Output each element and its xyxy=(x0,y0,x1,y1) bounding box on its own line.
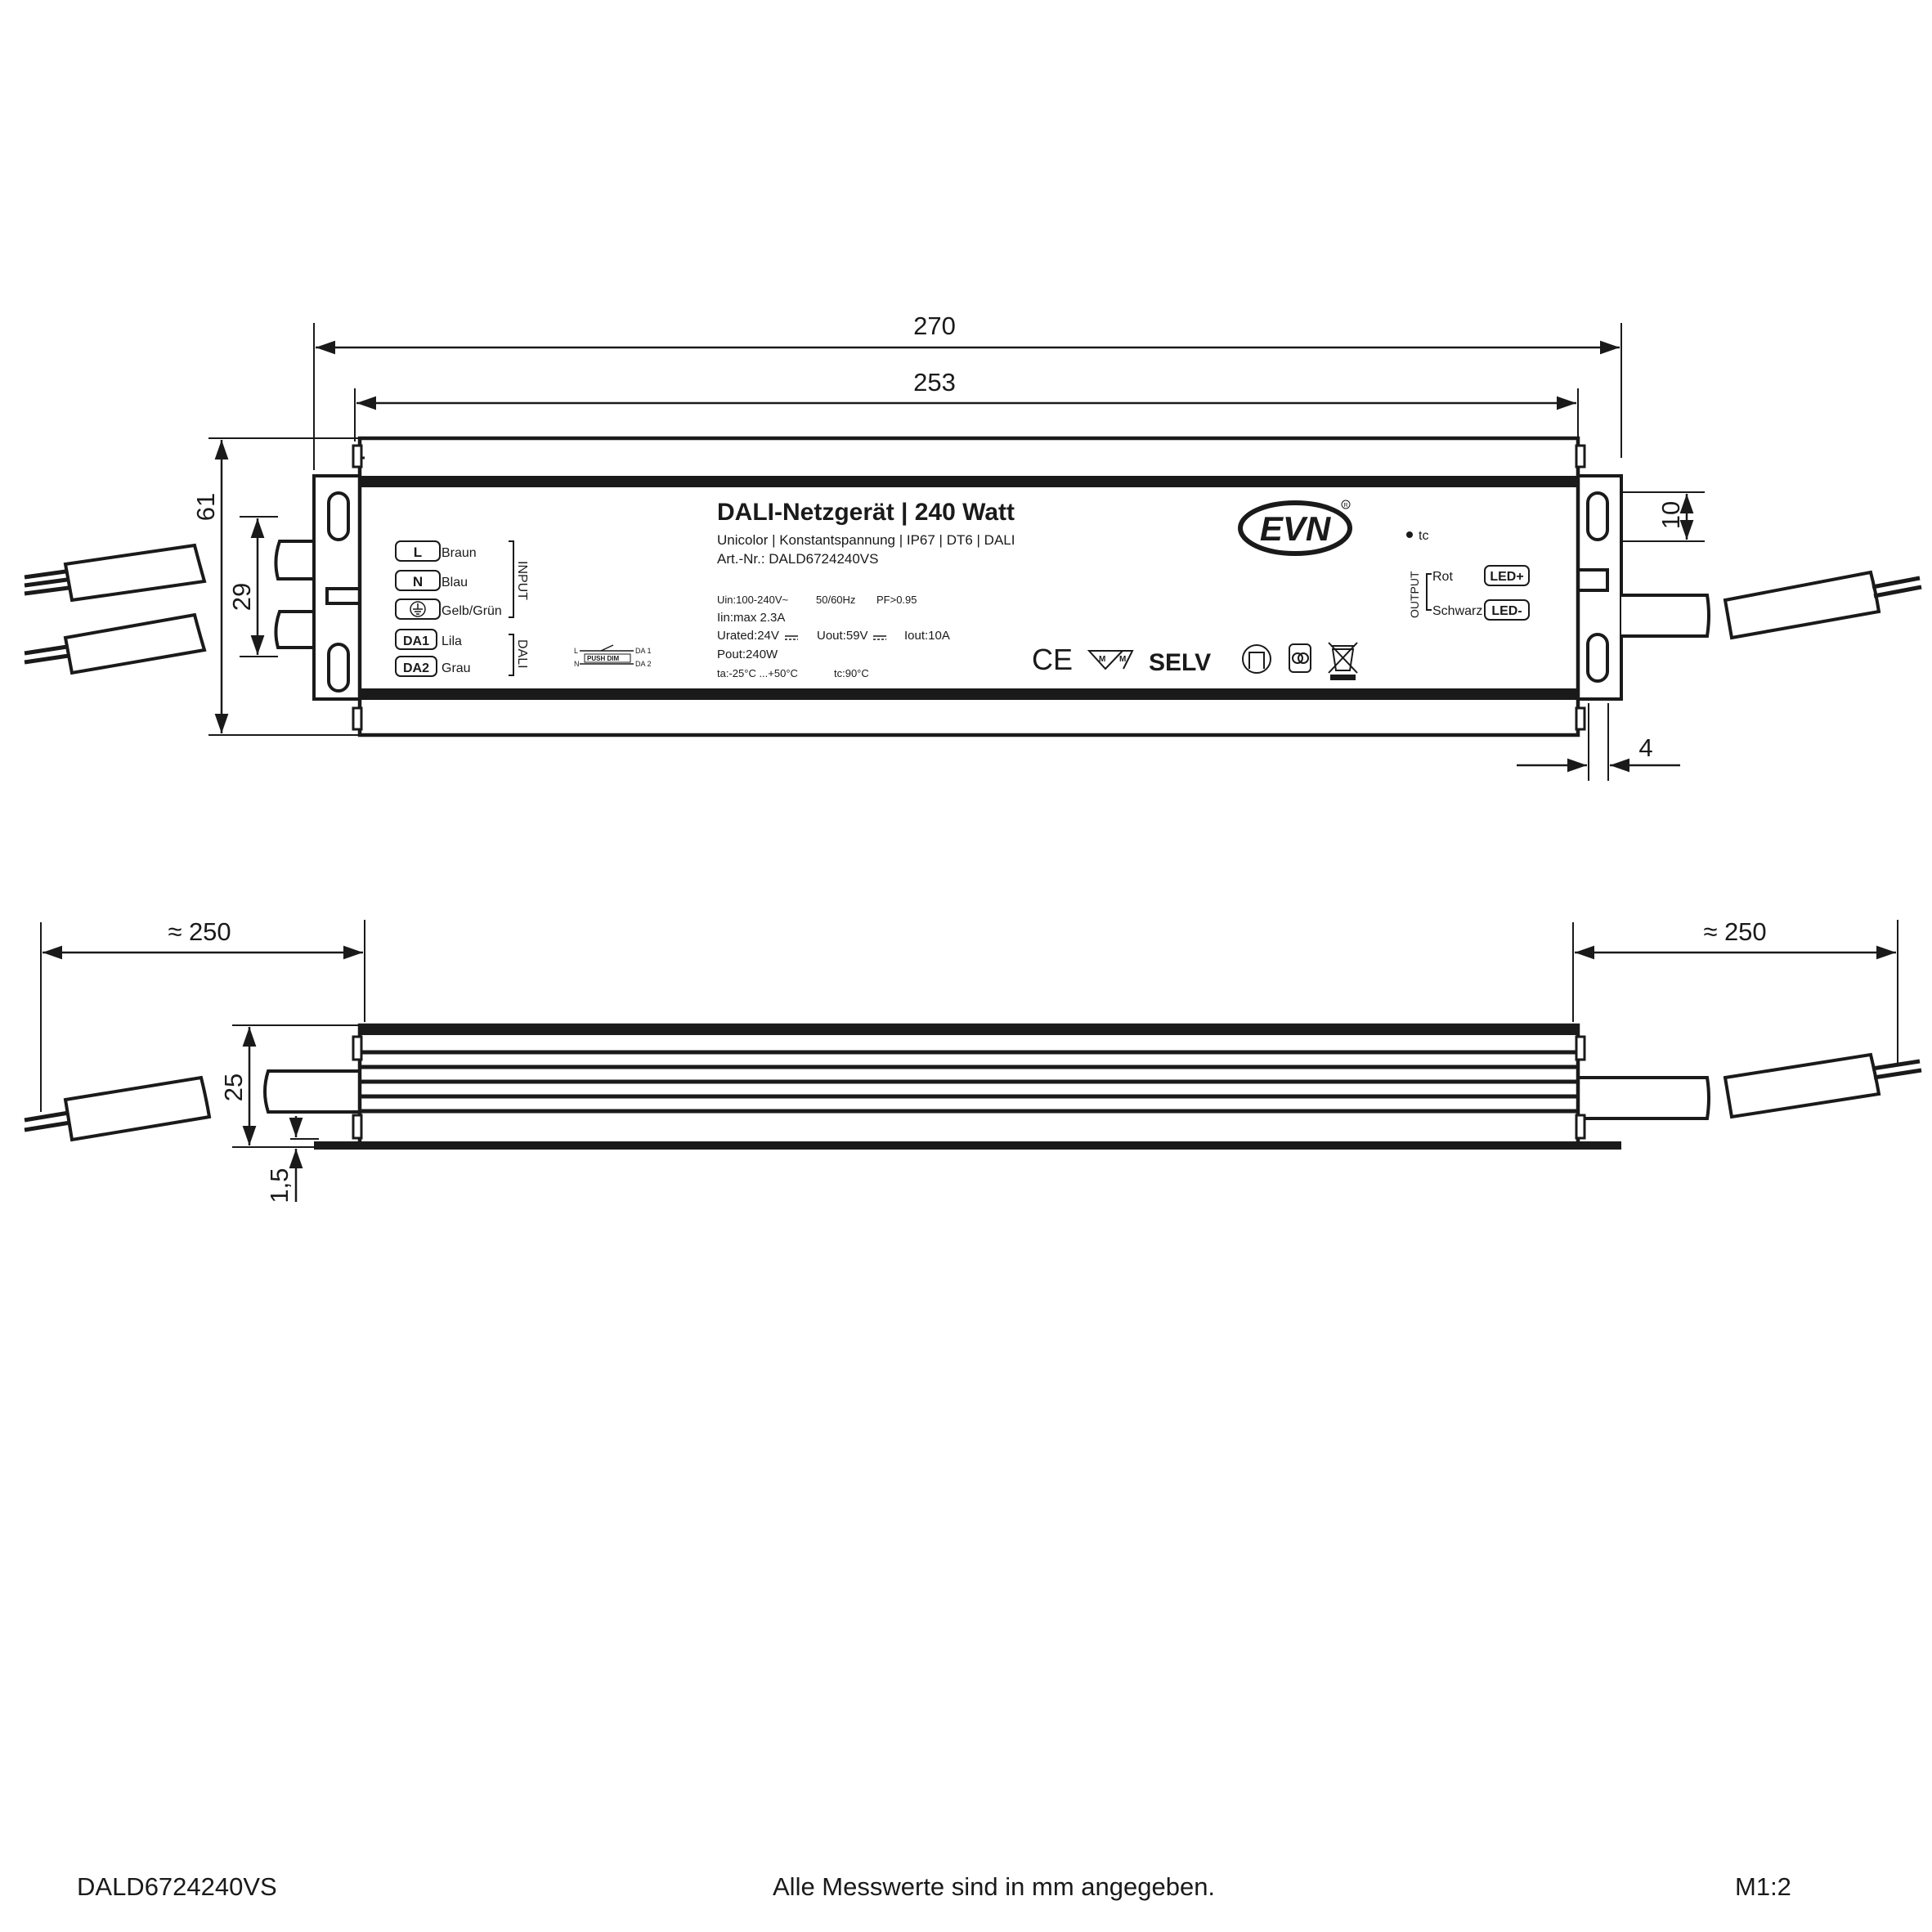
dim-label-29: 29 xyxy=(227,582,256,612)
output-cable-right xyxy=(1621,572,1921,638)
dim-label-253: 253 xyxy=(913,368,956,397)
dim-label-4: 4 xyxy=(1638,733,1653,762)
tc-point-icon xyxy=(1406,531,1413,538)
svg-text:M: M xyxy=(1099,655,1106,664)
side-cable-left xyxy=(25,1071,360,1140)
wire-color-rot: Rot xyxy=(1432,570,1453,584)
tc-marker: tc xyxy=(1419,529,1429,543)
svg-text:R: R xyxy=(1343,503,1348,509)
label-title: DALI-Netzgerät | 240 Watt xyxy=(717,499,1015,526)
right-mounting-flange xyxy=(1578,476,1621,699)
wire-code-da2: DA2 xyxy=(402,661,430,675)
side-cable-right xyxy=(1578,1055,1921,1118)
push-dim-text: PUSH DIM xyxy=(587,655,620,662)
wire-code-da1: DA1 xyxy=(402,634,430,648)
footer-article: DALD6724240VS xyxy=(77,1872,277,1901)
wire-code-led-minus: LED- xyxy=(1491,604,1522,618)
footer-scale: M1:2 xyxy=(1735,1872,1791,1901)
label-article: Art.-Nr.: DALD6724240VS xyxy=(717,551,879,567)
wire-code-l: L xyxy=(413,545,423,560)
dim-label-270: 270 xyxy=(913,312,956,340)
dimension-1-5 xyxy=(290,1116,319,1202)
push-dim-da1: DA 1 xyxy=(635,647,652,655)
svg-text:M: M xyxy=(1119,655,1127,664)
wire-color-braun: Braun xyxy=(442,546,477,560)
dim-label-61: 61 xyxy=(191,492,220,522)
wire-color-blau: Blau xyxy=(442,576,468,589)
footer-note: Alle Messwerte sind in mm angegeben. xyxy=(773,1872,1216,1901)
label-pout: Pout:240W xyxy=(717,648,778,661)
dimension-253 xyxy=(355,388,1578,442)
wire-code-led-plus: LED+ xyxy=(1490,570,1524,584)
dali-group-label: DALI xyxy=(515,639,529,669)
label-iout: Iout:10A xyxy=(904,629,950,643)
label-freq: 50/60Hz xyxy=(816,594,856,606)
wire-color-schwarz: Schwarz xyxy=(1432,604,1483,618)
wire-code-n: N xyxy=(412,574,424,589)
wire-color-gelb-gruen: Gelb/Grün xyxy=(442,604,502,618)
housing-top xyxy=(353,438,1585,735)
dim-label-25: 25 xyxy=(219,1073,248,1102)
dim-label-10: 10 xyxy=(1656,500,1685,530)
label-pf: PF>0.95 xyxy=(876,594,917,606)
dim-label-1-5: 1,5 xyxy=(265,1168,294,1204)
wire-color-lila: Lila xyxy=(442,634,462,648)
top-view xyxy=(25,323,1921,781)
housing-side xyxy=(314,1025,1621,1150)
push-dim-da2: DA 2 xyxy=(635,660,652,668)
label-urated: Urated:24V xyxy=(717,629,779,643)
side-view xyxy=(25,920,1921,1202)
brand-text: EVN xyxy=(1259,509,1331,548)
label-uout: Uout:59V xyxy=(817,629,868,643)
wire-color-grau: Grau xyxy=(442,661,471,675)
output-group-label: OUTPUT xyxy=(1408,571,1421,618)
label-tc-value: tc:90°C xyxy=(834,667,869,679)
label-uin: Uin:100-240V~ xyxy=(717,594,789,606)
label-subtitle: Unicolor | Konstantspannung | IP67 | DT6 | DALI xyxy=(717,532,1015,548)
label-ta: ta:-25°C ...+50°C xyxy=(717,667,798,679)
push-dim-l: L xyxy=(574,647,579,655)
input-group-label: INPUT xyxy=(515,561,529,600)
label-iin: Iin:max 2.3A xyxy=(717,611,786,625)
ce-mark: CE xyxy=(1032,643,1074,676)
evn-logo xyxy=(1240,500,1350,554)
input-cables-left xyxy=(25,541,360,673)
dim-label-cable-left: ≈ 250 xyxy=(168,917,231,946)
dim-label-cable-right: ≈ 250 xyxy=(1703,917,1767,946)
push-dim-n: N xyxy=(574,660,580,668)
selv-mark: SELV xyxy=(1149,649,1212,676)
left-mounting-flange xyxy=(314,476,360,699)
